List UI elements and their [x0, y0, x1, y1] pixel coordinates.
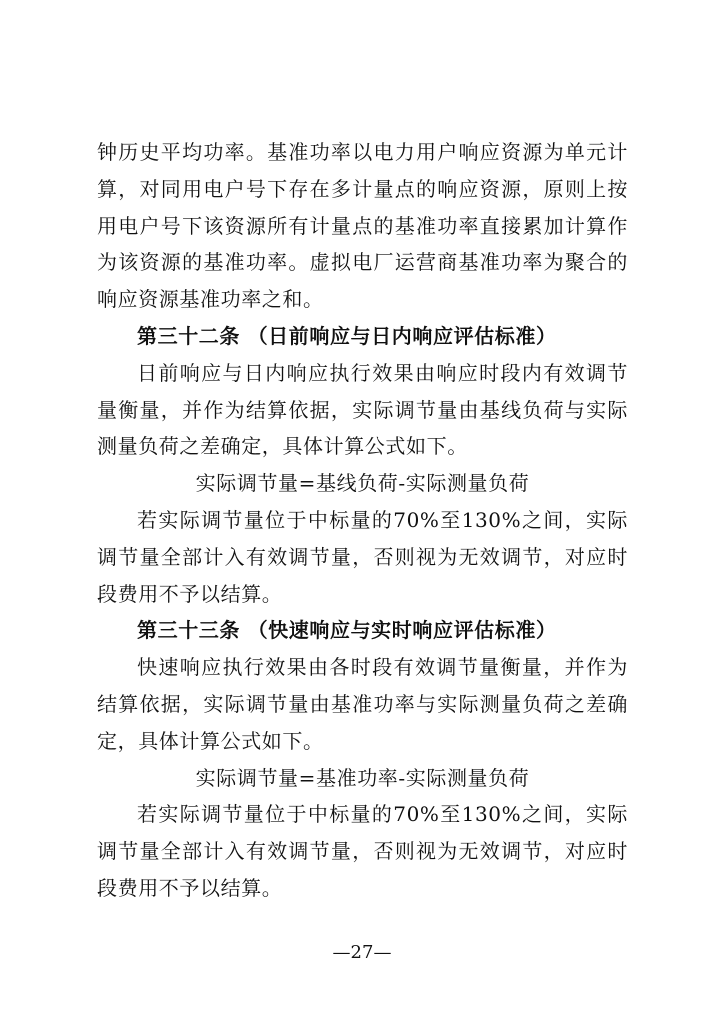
paragraph-day-ahead-evaluation: 日前响应与日内响应执行效果由响应时段内有效调节量衡量，并作为结算依据，实际调节量由基线负荷与实际测量负荷之差确定，具体计算公式如下。: [97, 360, 628, 459]
paragraph-baseline-power: 钟历史平均功率。基准功率以电力用户响应资源为单元计算，对同用电户号下存在多计量点的响应资源，原则上按用电户号下该资源所有计量点的基准功率直接累加计算作为该资源的基准功率。虚拟电厂运营商基准功率为聚合的响应资源基准功率之和。: [97, 140, 628, 312]
paragraph-fast-response-settlement: 若实际调节量位于中标量的70%至130%之间，实际调节量全部计入有效调节量，否则视为无效调节，对应时段费用不予以结算。: [97, 802, 628, 900]
paragraph-day-ahead-settlement: 若实际调节量位于中标量的70%至130%之间，实际调节量全部计入有效调节量，否则视为无效调节，对应时段费用不予以结算。: [97, 507, 628, 606]
article-32-heading: 第三十二条 （日前响应与日内响应评估标准）: [137, 323, 557, 348]
paragraph-fast-response-evaluation: 快速响应执行效果由各时段有效调节量衡量，并作为结算依据，实际调节量由基准功率与实际测量负荷之差确定，具体计算公式如下。: [97, 655, 628, 753]
formula-day-ahead: 实际调节量=基线负荷-实际测量负荷: [195, 471, 530, 496]
article-33-heading: 第三十三条 （快速响应与实时响应评估标准）: [137, 618, 557, 643]
formula-fast-response: 实际调节量=基准功率-实际测量负荷: [195, 765, 530, 790]
document-body: [97, 134, 628, 907]
page-number: —27—: [332, 942, 392, 963]
